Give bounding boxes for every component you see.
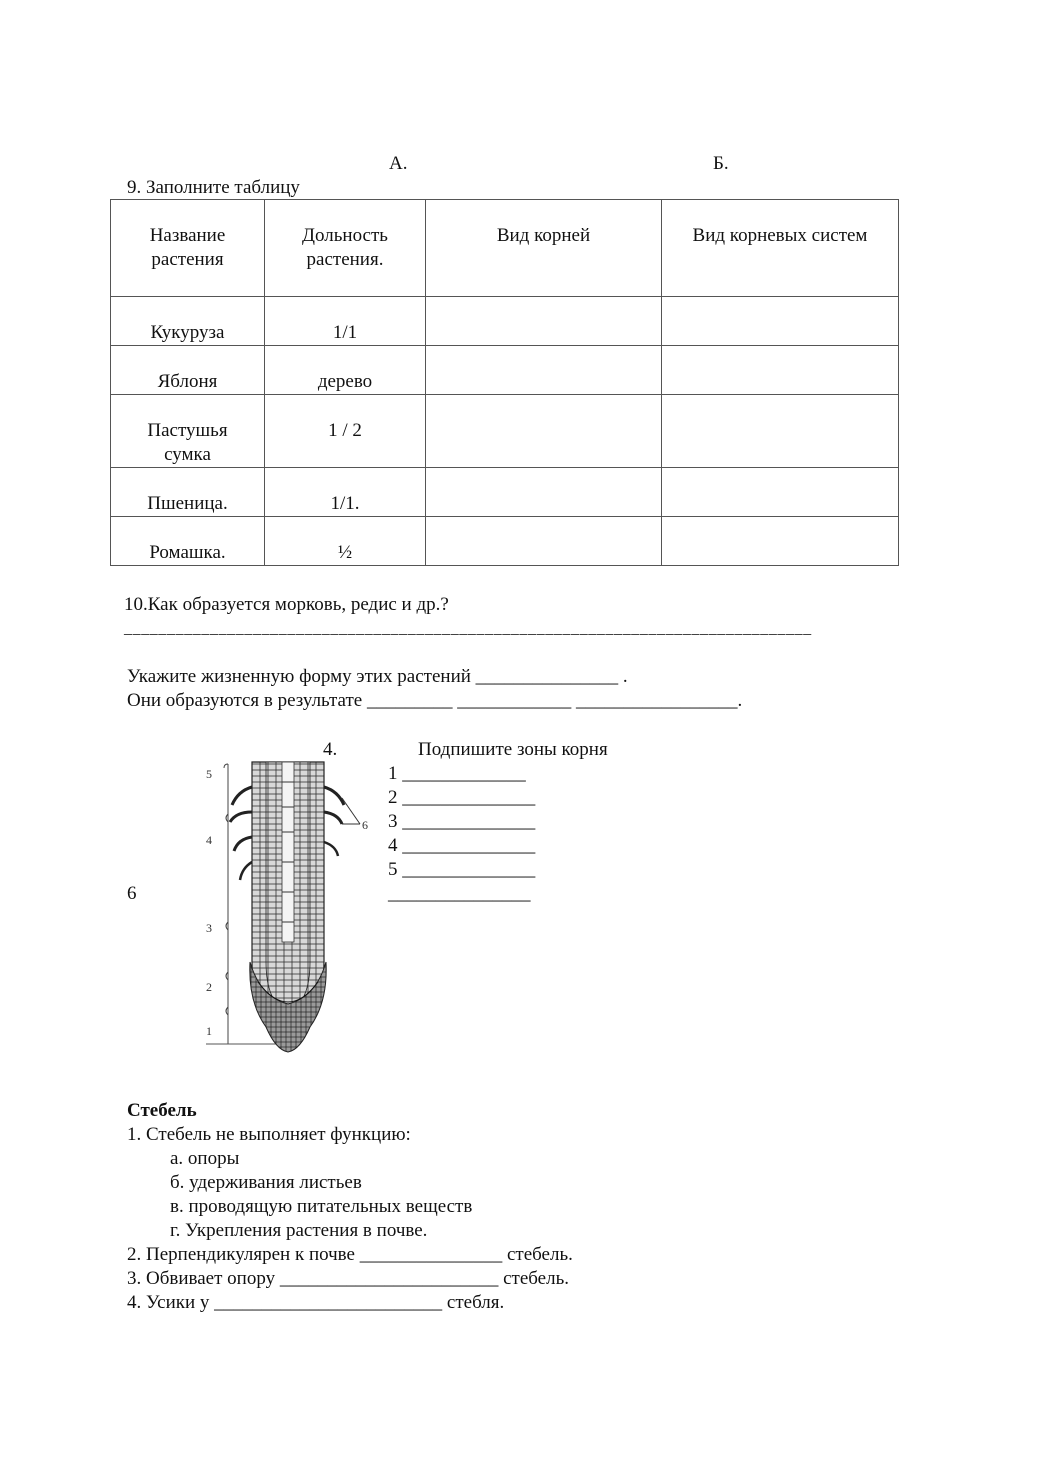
stem-option-c[interactable]: в. проводящую питательных веществ: [170, 1196, 473, 1217]
plant-name-cell: Пшеница.: [111, 468, 265, 517]
roots-question-number: 4.: [323, 739, 338, 760]
root-system-cell[interactable]: [662, 346, 899, 395]
q10-answer-line[interactable]: ________________________________________________________________________________: [124, 620, 812, 637]
root-type-cell[interactable]: [426, 468, 662, 517]
table-row: [111, 468, 899, 517]
root-type-cell[interactable]: [426, 395, 662, 468]
figure-label-5: 5: [206, 767, 212, 781]
plant-name-cell: Яблоня: [111, 346, 265, 395]
stem-heading: Стебель: [127, 1100, 197, 1121]
figure-label-4: 4: [206, 833, 212, 847]
q9-table: [110, 199, 899, 566]
stem-q1: 1. Стебель не выполняет функцию:: [127, 1124, 411, 1145]
q10-result: Они образуются в результате _________ ____________ _________________.: [127, 690, 743, 711]
stem-option-a[interactable]: а. опоры: [170, 1148, 240, 1169]
table-header-row: [111, 200, 899, 297]
root-system-cell[interactable]: [662, 297, 899, 346]
root-system-cell[interactable]: [662, 468, 899, 517]
plant-parts-cell: 1 / 2: [265, 395, 426, 468]
root-type-cell[interactable]: [426, 297, 662, 346]
root-zones-figure: [196, 752, 376, 1068]
stem-option-b[interactable]: б. удерживания листьев: [170, 1172, 362, 1193]
header-root-system-type: Вид корневых систем: [662, 200, 899, 297]
stem-q4: 4. Усики у ________________________ стебля.: [127, 1292, 505, 1313]
label-a: А.: [389, 153, 408, 174]
plant-parts-cell: дерево: [265, 346, 426, 395]
root-system-cell[interactable]: [662, 395, 899, 468]
roots-answer-4[interactable]: 4 ______________: [388, 835, 536, 856]
roots-answer-6[interactable]: _______________: [388, 883, 531, 904]
roots-question-title: Подпишите зоны корня: [418, 739, 608, 760]
header-plant-parts: Дольность растения.: [265, 200, 426, 297]
header-root-type: Вид корней: [426, 200, 662, 297]
header-plant-name: Название растения: [111, 200, 265, 297]
stem-q3: 3. Обвивает опору _______________________ стебель.: [127, 1268, 570, 1289]
plant-name-cell: Пастушья сумка: [111, 395, 265, 468]
q10-question: 10.Как образуется морковь, редис и др.?: [124, 594, 449, 615]
roots-answer-3[interactable]: 3 ______________: [388, 811, 536, 832]
plant-name-cell: Ромашка.: [111, 517, 265, 566]
roots-answer-2[interactable]: 2 ______________: [388, 787, 536, 808]
table-row: [111, 517, 899, 566]
q10-life-form: Укажите жизненную форму этих растений _______________ .: [127, 666, 628, 687]
figure-label-2: 2: [206, 980, 212, 994]
q9-title: 9. Заполните таблицу: [127, 177, 300, 198]
table-row: [111, 395, 899, 468]
roots-answer-5[interactable]: 5 ______________: [388, 859, 536, 880]
table-row: [111, 346, 899, 395]
figure-label-6: 6: [362, 818, 368, 832]
roots-side-number: 6: [127, 883, 137, 904]
root-type-cell[interactable]: [426, 517, 662, 566]
plant-parts-cell: 1/1: [265, 297, 426, 346]
root-system-cell[interactable]: [662, 517, 899, 566]
root-tip-illustration: [196, 752, 376, 1062]
label-b: Б.: [713, 153, 729, 174]
figure-label-3: 3: [206, 921, 212, 935]
plant-parts-cell: ½: [265, 517, 426, 566]
figure-label-1: 1: [206, 1024, 212, 1038]
plant-parts-cell: 1/1.: [265, 468, 426, 517]
table-row: [111, 297, 899, 346]
stem-q2: 2. Перпендикулярен к почве _______________ стебель.: [127, 1244, 573, 1265]
root-type-cell[interactable]: [426, 346, 662, 395]
stem-option-d[interactable]: г. Укрепления растения в почве.: [170, 1220, 428, 1241]
roots-answer-1[interactable]: 1 _____________: [388, 763, 526, 784]
plant-name-cell: Кукуруза: [111, 297, 265, 346]
